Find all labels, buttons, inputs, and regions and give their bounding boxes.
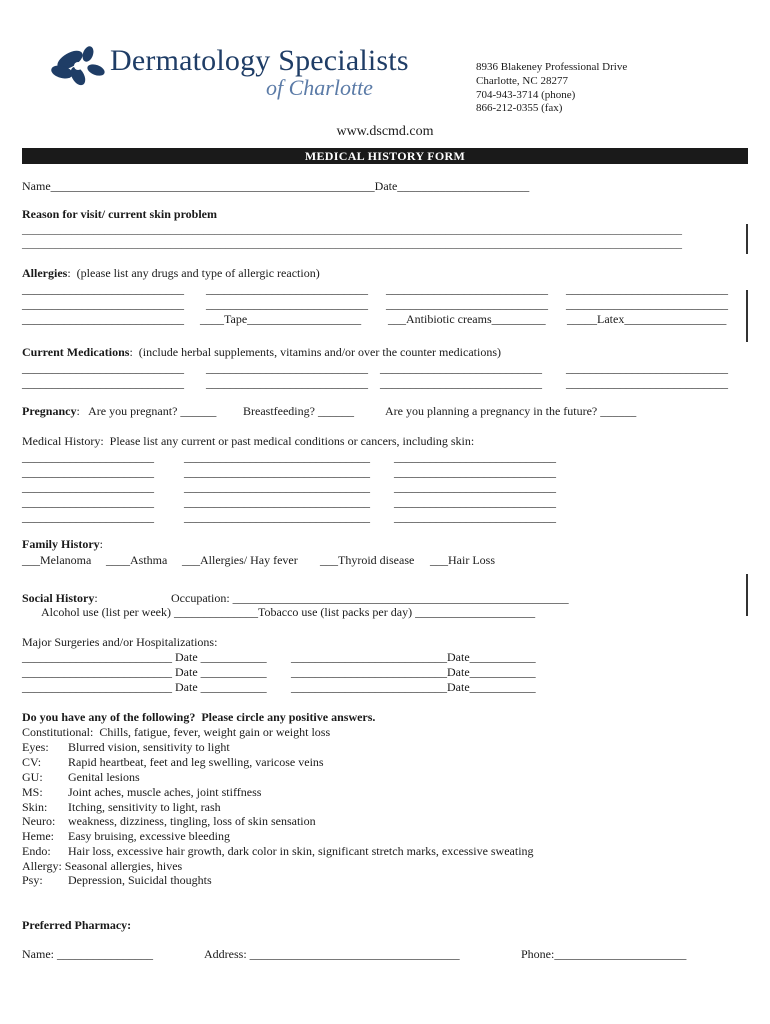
medical-history-cell[interactable]: _______________________________ <box>184 480 370 494</box>
medication-cell[interactable]: ___________________________ <box>206 361 368 375</box>
phone-line: 704-943-3714 (phone) <box>476 89 576 101</box>
medical-history-cell[interactable]: ______________________ <box>22 465 154 479</box>
ros-text[interactable]: Genital lesions <box>68 770 140 784</box>
pharmacy-heading: Preferred Pharmacy: <box>22 918 132 932</box>
occupation-field[interactable]: Occupation: ________________________________________________________ <box>171 591 569 605</box>
address-line-2: Charlotte, NC 28277 <box>476 75 568 87</box>
medical-history-cell[interactable]: ___________________________ <box>394 480 556 494</box>
allergy-latex[interactable]: _____Latex_________________ <box>567 312 727 326</box>
ros-label: Heme: <box>22 829 54 843</box>
medical-history-cell[interactable]: ___________________________ <box>394 450 556 464</box>
allergy-cell[interactable]: ___________________________ <box>386 297 548 311</box>
ros-label: Constitutional: <box>22 725 94 739</box>
social-history-heading: Social History <box>22 591 95 605</box>
margin-rule <box>746 290 748 342</box>
family-hair-loss[interactable]: ___Hair Loss <box>430 553 495 567</box>
medical-history-cell[interactable]: ______________________ <box>22 495 154 509</box>
allergy-cell[interactable]: ___________________________ <box>386 282 548 296</box>
medical-history-cell[interactable]: ______________________ <box>22 450 154 464</box>
surgery-date-field[interactable]: _________________________ Date ___________ <box>22 680 267 694</box>
medication-cell[interactable]: ___________________________ <box>22 376 184 390</box>
allergy-cell[interactable]: ___________________________ <box>206 297 368 311</box>
ros-text[interactable]: weakness, dizziness, tingling, loss of skin sensation <box>68 814 316 828</box>
ros-text[interactable]: Hair loss, excessive hair growth, dark color in skin, significant stretch marks, excessive sweating <box>68 844 534 858</box>
ros-text: Seasonal allergies, hives <box>64 859 183 873</box>
allergy-cell[interactable]: ___________________________ <box>22 312 184 326</box>
fax-line: 866-212-0355 (fax) <box>476 102 563 114</box>
ros-item[interactable] <box>22 726 330 740</box>
family-asthma[interactable]: ____Asthma <box>106 553 168 567</box>
ros-label: Eyes: <box>22 740 49 754</box>
reason-line[interactable]: ________________________________________________________________________________________________________________________ <box>22 238 682 250</box>
alcohol-tobacco-field[interactable]: Alcohol use (list per week) ______________Tobacco use (list packs per day) ____________________ <box>41 605 536 619</box>
medical-history-cell[interactable]: ______________________ <box>22 480 154 494</box>
medication-cell[interactable]: ___________________________ <box>206 376 368 390</box>
family-melanoma[interactable]: ___Melanoma <box>22 553 92 567</box>
allergy-cell[interactable]: ___________________________ <box>566 297 728 311</box>
medical-history-cell[interactable]: ___________________________ <box>394 510 556 524</box>
review-of-systems-heading: Do you have any of the following? Please circle any positive answers. <box>22 710 376 724</box>
surgery-date-field[interactable]: __________________________Date___________ <box>291 650 536 664</box>
medication-cell[interactable]: ___________________________ <box>380 361 542 375</box>
medical-history-cell[interactable]: _______________________________ <box>184 495 370 509</box>
planning-pregnancy-question[interactable]: Are you planning a pregnancy in the future? ______ <box>385 404 637 418</box>
ros-label: Skin: <box>22 800 48 814</box>
medical-history-cell[interactable]: ______________________ <box>22 510 154 524</box>
pregnancy-heading: Pregnancy <box>22 404 77 418</box>
surgery-date-field[interactable]: __________________________Date___________ <box>291 665 536 679</box>
medical-history-cell[interactable]: _______________________________ <box>184 450 370 464</box>
family-thyroid-disease[interactable]: ___Thyroid disease <box>320 553 415 567</box>
reason-line[interactable]: ________________________________________________________________________________________________________________________ <box>22 224 682 236</box>
reason-heading: Reason for visit/ current skin problem <box>22 207 218 221</box>
ros-item[interactable] <box>22 741 49 755</box>
pharmacy-address-field[interactable]: Address: ___________________________________ <box>204 947 460 961</box>
breastfeeding-question[interactable]: Breastfeeding? ______ <box>243 404 354 418</box>
ros-text[interactable]: Itching, sensitivity to light, rash <box>68 800 221 814</box>
allergy-cell[interactable]: ___________________________ <box>22 282 184 296</box>
brand-name: Dermatology Specialists <box>110 44 409 77</box>
ros-label: Psy: <box>22 873 43 887</box>
ros-label: CV: <box>22 755 42 769</box>
allergy-antibiotic-creams[interactable]: ___Antibiotic creams_________ <box>388 312 546 326</box>
form-title: MEDICAL HISTORY FORM <box>304 149 466 163</box>
ros-text[interactable]: Joint aches, muscle aches, joint stiffness <box>68 785 262 799</box>
social-history-colon: : <box>94 591 98 605</box>
medical-history-cell[interactable]: _______________________________ <box>184 465 370 479</box>
ros-text: Chills, fatigue, fever, weight gain or weight loss <box>99 725 331 739</box>
ros-text[interactable]: Depression, Suicidal thoughts <box>68 873 212 887</box>
medical-history-cell[interactable]: ___________________________ <box>394 465 556 479</box>
surgery-date-field[interactable]: _________________________ Date ___________ <box>22 650 267 664</box>
brand-tagline: of Charlotte <box>266 75 373 100</box>
pharmacy-name-field[interactable]: Name: ________________ <box>22 947 153 961</box>
allergies-heading: Allergies <box>22 266 68 280</box>
flower-logo-icon <box>48 42 118 92</box>
medication-cell[interactable]: ___________________________ <box>566 376 728 390</box>
family-history-heading: Family History <box>22 537 100 551</box>
medical-history-cell[interactable]: ___________________________ <box>394 495 556 509</box>
medications-heading: Current Medications <box>22 345 130 359</box>
medical-history-heading: Medical History: Please list any current or past medical conditions or cancers, including skin: <box>22 434 475 448</box>
medication-cell[interactable]: ___________________________ <box>566 361 728 375</box>
social-history-row-heading <box>22 592 98 606</box>
medication-cell[interactable]: ___________________________ <box>22 361 184 375</box>
allergy-cell[interactable]: ___________________________ <box>566 282 728 296</box>
address-line-1: 8936 Blakeney Professional Drive <box>476 61 628 73</box>
ros-label: GU: <box>22 770 43 784</box>
family-allergies-hay-fever[interactable]: ___Allergies/ Hay fever <box>182 553 298 567</box>
medications-note: : (include herbal supplements, vitamins and/or over the counter medications) <box>129 345 501 359</box>
ros-label: Endo: <box>22 844 51 858</box>
allergies-row-heading <box>22 267 320 281</box>
medications-row-heading <box>22 346 501 360</box>
surgeries-heading: Major Surgeries and/or Hospitalizations: <box>22 635 218 649</box>
ros-label: Neuro: <box>22 814 56 828</box>
family-history-row-heading <box>22 538 103 552</box>
ros-item[interactable] <box>22 860 182 874</box>
medication-cell[interactable]: ___________________________ <box>380 376 542 390</box>
ros-label: Allergy: <box>22 859 62 873</box>
ros-text[interactable]: Blurred vision, sensitivity to light <box>68 740 230 754</box>
family-history-colon: : <box>99 537 103 551</box>
pregnancy-question[interactable] <box>22 405 216 419</box>
margin-rule <box>746 574 748 616</box>
allergies-note: : (please list any drugs and type of allergic reaction) <box>67 266 320 280</box>
allergy-cell[interactable]: ___________________________ <box>22 297 184 311</box>
surgery-date-field[interactable]: __________________________Date___________ <box>291 680 536 694</box>
website-link[interactable]: www.dscmd.com <box>336 124 434 139</box>
surgery-date-field[interactable]: _________________________ Date ___________ <box>22 665 267 679</box>
margin-rule <box>746 224 748 254</box>
name-date-field[interactable]: Name______________________________________________________Date______________________ <box>22 179 530 193</box>
ros-label: MS: <box>22 785 43 799</box>
pregnant-question: : Are you pregnant? ______ <box>76 404 217 418</box>
medical-history-cell[interactable]: _______________________________ <box>184 510 370 524</box>
ros-text[interactable]: Rapid heartbeat, feet and leg swelling, varicose veins <box>68 755 324 769</box>
pharmacy-phone-field[interactable]: Phone:______________________ <box>521 947 687 961</box>
allergy-tape[interactable]: ____Tape___________________ <box>200 312 362 326</box>
allergy-cell[interactable]: ___________________________ <box>206 282 368 296</box>
ros-text[interactable]: Easy bruising, excessive bleeding <box>68 829 230 843</box>
